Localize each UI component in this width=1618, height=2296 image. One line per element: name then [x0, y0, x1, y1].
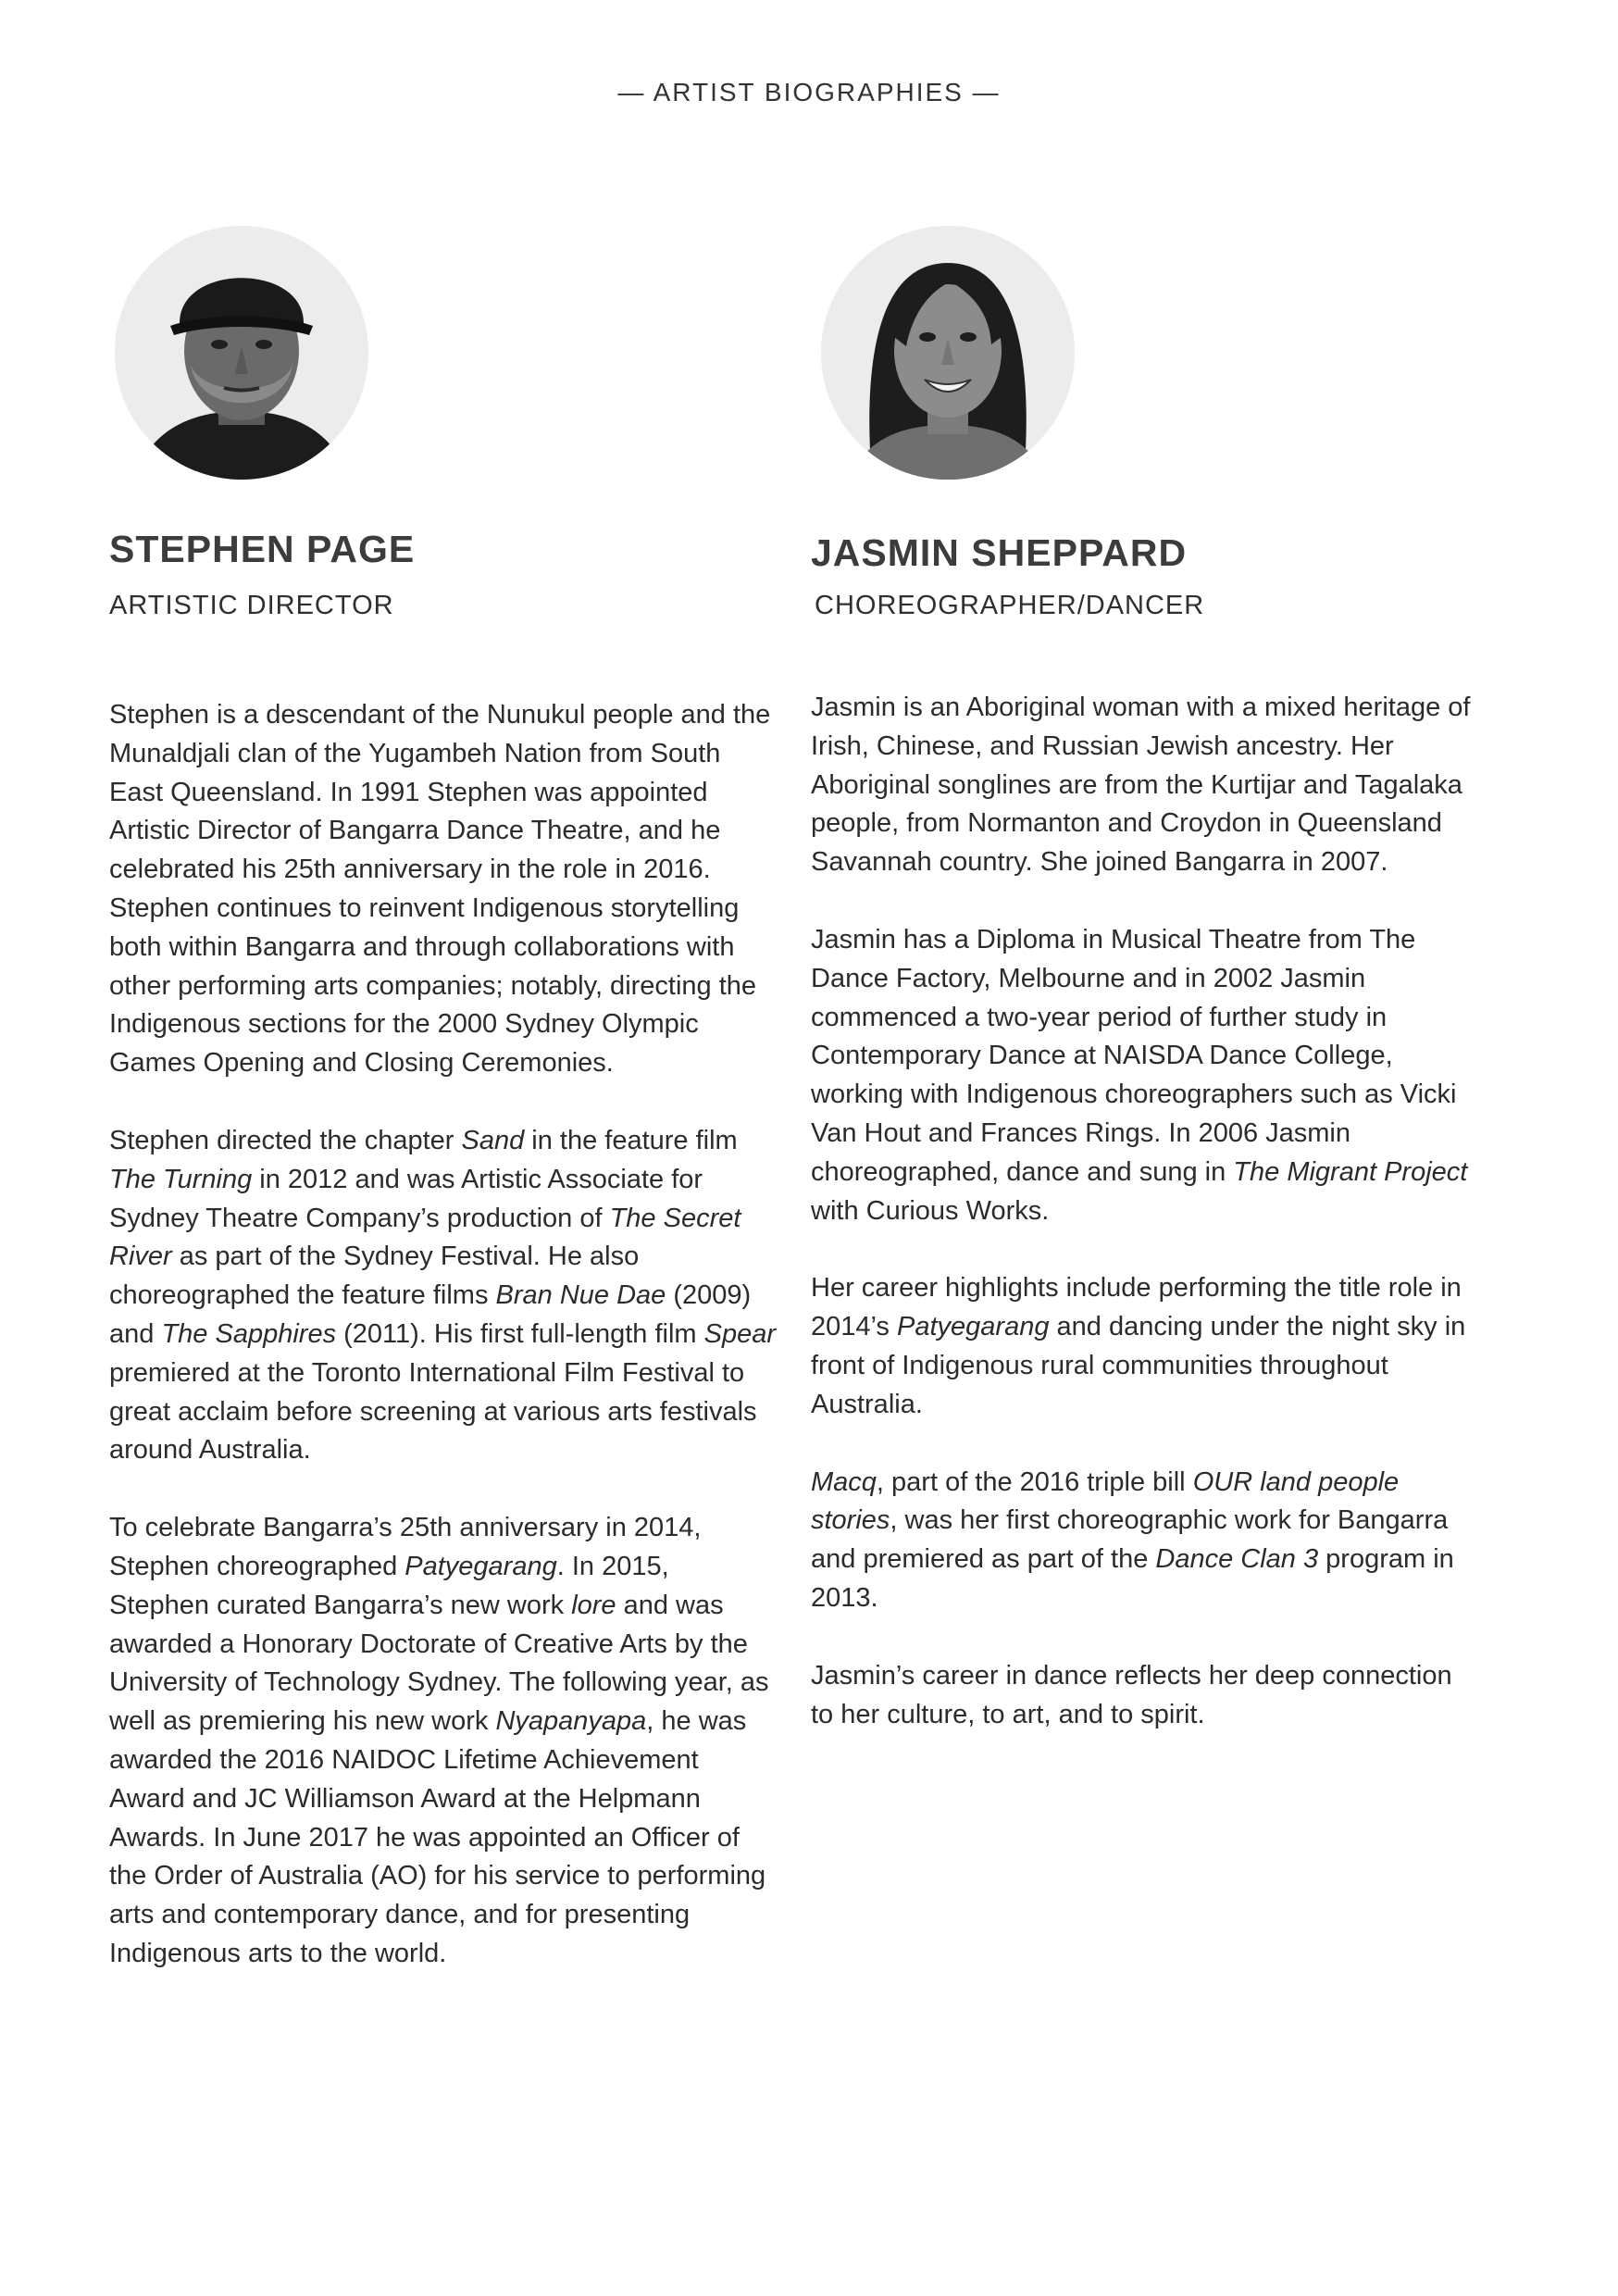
bio-text: Stephen directed the chapter — [109, 1125, 462, 1155]
bio-title-italic: Dance Clan 3 — [1155, 1544, 1319, 1575]
bio-text: , was her first choreographic work for Bangarra and premiered as part of the — [811, 1505, 1449, 1575]
page-header: — ARTIST BIOGRAPHIES — — [617, 78, 1001, 106]
artist-name: JASMIN SHEPPARD — [811, 531, 1188, 574]
bio-title-italic: Spear — [703, 1318, 776, 1349]
artist-bio — [811, 689, 1477, 1734]
bio-text: and dancing under the night sky in front of Indigenous rural communities throughout Australia. — [811, 1312, 1466, 1419]
bio-text: To celebrate Bangarra’s 25th anniversary in 2014, Stephen choreographed — [109, 1513, 702, 1581]
jasmin-sheppard-portrait — [821, 226, 1075, 480]
bio-title-italic: Macq — [811, 1466, 877, 1497]
bio-text: in 2012 and was Artistic Associate for Sydney Theatre Company’s production of — [109, 1164, 703, 1233]
bio-text: , he was awarded the 2016 NAIDOC Lifetime Achievement Award and JC Williamson Award at the Helpmann Awards. In June 2017 he was appointed an Officer of the Order of Australia (AO) for his service to performing arts and contemporary dance, and for presenting Indigenous arts to the world. — [109, 1706, 766, 1968]
bio-title-italic: The Secret River — [109, 1203, 741, 1272]
portrait-photo-icon — [115, 226, 368, 480]
bio-paragraph — [811, 689, 1477, 882]
bio-title-italic: Nyapanyapa — [495, 1706, 647, 1737]
bio-title-italic: Patyegarang — [897, 1312, 1050, 1342]
bio-text: as part of the Sydney Festival. He also choreographed the feature films — [109, 1242, 640, 1311]
bio-title-italic: lore — [571, 1590, 616, 1620]
bio-text: with Curious Works. — [811, 1195, 1050, 1226]
bio-paragraph — [811, 921, 1477, 1230]
bio-text: Jasmin is an Aboriginal woman with a mixed heritage of Irish, Chinese, and Russian Jewish ancestry. Her Aboriginal songlines are from the Kurtijar and Tagalaka people, from Normanton and Croydon in Queensland Savannah country. She joined Bangarra in 2007. — [811, 693, 1471, 878]
portrait-photo-icon — [821, 226, 1075, 480]
bio-paragraph — [811, 1657, 1477, 1735]
bio-text: premiered at the Toronto International Film Festival to great acclaim before screening at various arts festivals around Australia. — [109, 1357, 757, 1466]
bio-text: . In 2015, Stephen curated Bangarra’s new work — [109, 1551, 669, 1620]
artist-role: CHOREOGRAPHER/DANCER — [815, 591, 1205, 620]
artist-role: ARTISTIC DIRECTOR — [109, 591, 394, 620]
bio-text: Stephen is a descendant of the Nunukul people and the Munaldjali clan of the Yugambeh Nation from South East Queensland. In 1991 Stephen was appointed Artistic Director of Bangarra Dance Theatre, and he celebrated his 25th anniversary in the role in 2016. Stephen continues to reinvent Indigenous storytelling both within Bangarra and through collaborations with other performing arts companies; notably, directing the Indigenous sections for the 2000 Sydney Olympic Games Opening and Closing Ceremonies. — [109, 700, 771, 1079]
bio-text: and was awarded a Honorary Doctorate of Creative Arts by the University of Technology Sydney. The following year, as well as premiering his new work — [109, 1590, 769, 1737]
bio-paragraph — [811, 1464, 1477, 1618]
bio-text: Jasmin’s career in dance reflects her deep connection to her culture, to art, and to spirit. — [811, 1660, 1452, 1729]
bio-title-italic: Sand — [461, 1125, 525, 1155]
bio-title-italic: The Migrant Project — [1233, 1156, 1468, 1187]
bio-paragraph — [109, 696, 776, 1083]
bio-text: in the feature film — [524, 1125, 738, 1155]
bio-paragraph — [109, 1509, 776, 1974]
bio-text: program in 2013. — [811, 1544, 1454, 1613]
bio-paragraph — [811, 1269, 1477, 1424]
bio-text: Her career highlights include performing the title role in 2014’s — [811, 1273, 1462, 1342]
stephen-page-portrait — [115, 226, 368, 480]
artist-name: STEPHEN PAGE — [109, 528, 416, 570]
bio-text: (2011). His first full-length film — [336, 1318, 704, 1349]
bio-text: , part of the 2016 triple bill — [876, 1466, 1193, 1497]
bio-title-italic: The Sapphires — [161, 1318, 337, 1349]
bio-text: Jasmin has a Diploma in Musical Theatre from The Dance Factory, Melbourne and in 2002 Jasmin commenced a two-year period of further study in Contemporary Dance at NAISDA Dance College, working with Indigenous choreographers such as Vicki Van Hout and Frances Rings. In 2006 Jasmin choreographed, dance and sung in — [811, 924, 1457, 1187]
bio-title-italic: Patyegarang — [404, 1551, 557, 1581]
bio-text: (2009) and — [109, 1280, 752, 1349]
artist-bio — [109, 696, 776, 1974]
bio-title-italic: Bran Nue Dae — [495, 1280, 666, 1311]
bio-title-italic: OUR land people stories — [811, 1466, 1400, 1536]
bio-title-italic: The Turning — [109, 1164, 253, 1194]
bio-paragraph — [109, 1122, 776, 1470]
